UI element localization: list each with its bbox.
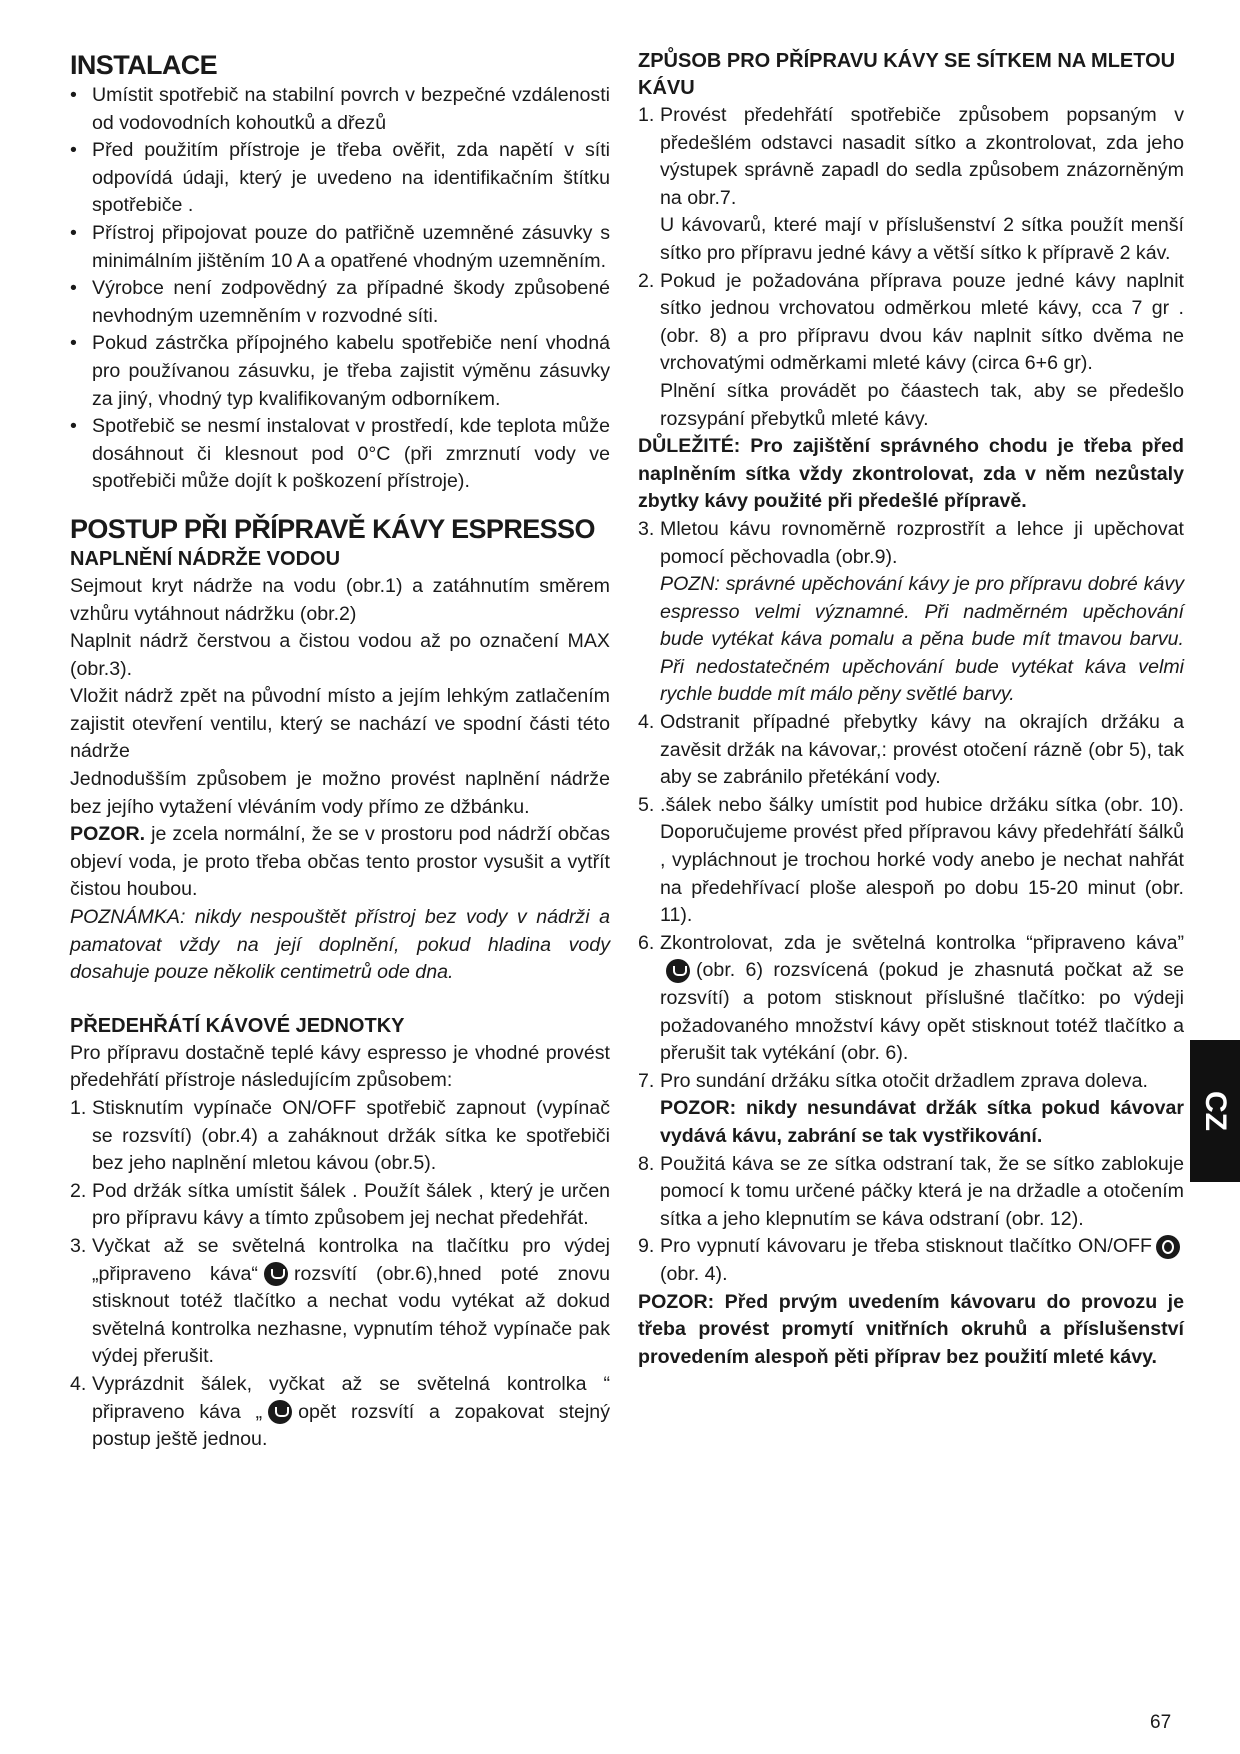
preheat-steps [70,1095,610,1454]
step-text: Vyprázdnit šálek, vyčkat až se světelná kontrolka “ připraveno káva „ [92,1372,610,1423]
step-extra: Plnění sítka provádět po čáastech tak, aby se předešlo rozsypání přebytků mleté kávy. [660,379,1184,430]
list-item [70,1233,610,1371]
list-item [70,82,610,137]
step-number: 6. [638,931,655,954]
language-tab [1190,1040,1240,1182]
list-item [70,330,610,413]
power-icon [1156,1235,1180,1259]
step-number: 5. [638,793,655,816]
bullet: • [70,139,77,162]
list-item [638,930,1184,1068]
step-number: 4. [70,1372,87,1395]
list-item [638,1151,1184,1234]
fill-paragraph-4: Jednodušším způsobem je možno provést naplnění nádrže bez jejího vytažení vléváním vody přímo ze džbánku. [70,768,610,818]
bullet: • [70,84,77,106]
fill-paragraph-3: Vložit nádrž zpět na původní místo a jejím lehkým zatlačením zajistit otevření ventilu, který se nachází ve spodní části této nádrže [70,685,610,763]
step-note: POZN: správné upěchování kávy je pro přípravu dobré kávy espresso velmi významné. Při nadměrném upěchování bude vytékat káva pomalu a pěna bude mít tmavou barvu. Při nedostatečném upěchování bude vytékat káva velmi rychle budde mít málo pěny světlé barvy. [660,573,1184,706]
coffee-cup-icon [264,1262,288,1286]
step-text: Pro sundání držáku sítka otočit držadlem zprava doleva. [660,1069,1148,1092]
step-text: Pod držák sítka umístit šálek . Použít šálek , který je určen pro přípravu kávy a tímto způsobem jej nechat předehřát. [92,1179,610,1230]
step-text: Vyčkat až se světelná kontrolka na tlačítku pro výdej „připraveno káva“ [92,1234,610,1285]
important-note: DŮLEŽITÉ: Pro zajištění správného chodu je třeba před naplněním sítka vždy zkontrolovat, zda v něm nezůstaly zbytky kávy použité při předešlé přípravě. [638,435,1184,513]
step-text: Pokud je požadována příprava pouze jedné kávy naplnit sítko jednou vrchovatou odměrkou mleté kávy, cca 7 gr . (obr. 8) a pro přípravu dvou káv naplnit sítko dvěma ne vrchovatými odměrkami mleté kávy (circa 6+6 gr). [660,269,1184,375]
step-number: 3. [70,1234,87,1257]
fill-title: NAPLNĚNÍ NÁDRŽE VODOU [70,547,341,570]
coffee-cup-icon [268,1400,292,1424]
left-column [70,48,610,1454]
list-item [638,1233,1184,1288]
step-number: 7. [638,1069,655,1092]
fill-note: POZNÁMKA: nikdy nespouštět přístroj bez vody v nádrži a pamatovat vždy na její doplnění, pokud hladina vody dosahuje pouze několik centimetrů ode dna. [70,906,610,984]
right-column [638,48,1184,1371]
step-text: Zkontrolovat, zda je světelná kontrolka “připraveno káva” [660,931,1184,954]
bullet: • [70,415,77,438]
list-item-text: Přístroj připojovat pouze do patřičně uzemněné zásuvky s minimálním jištěním 10 A a opatřené vhodným uzemněním. [92,221,610,272]
list-item [638,1068,1184,1151]
list-item-text: Pokud zástrčka přípojného kabelu spotřebiče není vhodná pro používanou zásuvku, je třeba zajistit výměnu zásuvky za jiný, vhodný typ kvalifikovaným odborníkem. [92,332,610,410]
fill-paragraph-1: Sejmout kryt nádrže na vodu (obr.1) a zatáhnutím směrem vzhůru vytáhnout nádržku (obr.2) [70,574,610,625]
list-item-text: Spotřebič se nesmí instalovat v prostředí, kde teplota může dosáhnout či klesnout pod 0°C (při zmrznutí vody ve spotřebiči může dojít k poškození přístroje). [92,415,610,493]
step-number: 8. [638,1152,655,1175]
step-text: (obr. 4). [660,1262,728,1285]
step-text: Pro vypnutí kávovaru je třeba stisknout tlačítko ON/OFF [660,1235,1152,1258]
list-item-text: Před použitím přístroje je třeba ověřit, zda napětí v síti odpovídá údaji, který je uvedeno na identifikačním štítku spotřebiče . [92,139,610,217]
step-text: .šálek nebo šálky umístit pod hubice držáku sítka (obr. 10). Doporučujeme provést před přípravou kávy předehřátí šálků , vypláchnout je trochou horké vody anebo je nechat nahřát na předehřívací ploše alespoň po dobu 15-20 minut (obr. 11). [660,793,1184,927]
list-item [70,413,610,496]
installation-title: INSTALACE [70,50,218,80]
step-number: 1. [70,1097,87,1119]
list-item [638,102,1184,268]
espresso-title: POSTUP PŘI PŘÍPRAVĚ KÁVY ESPRESSO [70,513,595,544]
list-item [638,709,1184,792]
bullet: • [70,277,77,300]
step-text: opět rozsvítí a zopakovat stejný postup ještě jednou. [92,1400,610,1451]
list-item [70,137,610,220]
page-number: 67 [1150,1712,1172,1733]
fill-warning [70,821,610,904]
coffee-cup-icon [666,959,690,983]
filter-title: ZPŮSOB PRO PŘÍPRAVU KÁVY SE SÍTKEM NA MLETOU KÁVU [638,50,1176,99]
language-label: CZ [1199,1091,1232,1131]
step-number: 4. [638,711,655,734]
bullet: • [70,332,77,355]
list-item-text: Umístit spotřebič na stabilní povrch v bezpečné vzdálenosti od vodovodních kohoutků a dřezů [92,84,610,134]
step-number: 2. [638,269,655,292]
step-warning: POZOR: nikdy nesundávat držák sítka pokud kávovar vydává kávu, zabrání se tak vystřikování. [660,1097,1184,1147]
step-number: 2. [70,1179,87,1202]
list-item-text: Výrobce není zodpovědný za případné škody způsobené nevhodným uzemněním v rozvodné síti. [92,277,610,327]
warning-label: POZOR. [70,823,146,846]
list-item [70,1095,610,1178]
step-text: Použitá káva se ze sítka odstraní tak, že se sítko zablokuje pomocí k tomu určené páčky která je na držadle a otočením sítka a jeho klepnutím se káva odstraní (obr. 12). [660,1152,1184,1230]
list-item [70,1371,610,1454]
warning-text: je zcela normální, že se v prostoru pod nádrží občas objeví voda, je proto třeba občas tento prostor vysušit a vytřít čistou houbou. [70,823,610,901]
fill-paragraph-2: Naplnit nádrž čerstvou a čistou vodou až po označení MAX (obr.3). [70,630,610,680]
list-item [70,220,610,275]
list-item [70,1178,610,1233]
installation-list [70,82,610,496]
step-text: (obr. 6) rozsvícená (pokud je zhasnutá počkat až se rozsvítí) a potom stisknout příslušné tlačítko: po výdeji požadovaného množství kávy opět stisknout totéž tlačítko a přerušit tak vytékání (obr. 6). [660,959,1184,1065]
list-item [638,792,1184,930]
step-number: 9. [638,1235,655,1258]
preheat-title: PŘEDEHŘÁTÍ KÁVOVÉ JEDNOTKY [70,1014,405,1037]
step-number: 3. [638,517,655,540]
bullet: • [70,221,77,244]
preheat-intro: Pro přípravu dostačně teplé kávy espresso je vhodné provést předehřátí přístroje následujícím způsobem: [70,1041,610,1092]
filter-steps [638,102,1184,433]
step-text: Provést předehřátí spotřebiče způsobem popsaným v předešlém odstavci nasadit sítko a zkontrolovat, zda jeho výstupek správně zapadl do sedla způsobem znázorněným na obr.7. [660,104,1184,209]
list-item [70,275,610,330]
step-text: rozsvítí (obr.6),hned poté znovu stisknout totéž tlačítko a nechat vodu vytékat až dokud světelná kontrolka nezhasne, vypnutím téhož vypínače pak výdej přerušit. [92,1262,611,1368]
step-text: Stisknutím vypínače ON/OFF spotřebič zapnout (vypínač se rozsvítí) (obr.4) a zaháknout držák sítka ke spotřebiči bez jeho naplnění mletou kávou (obr.5). [92,1097,610,1175]
step-number: 1. [638,104,655,126]
final-warning: POZOR: Před prvým uvedením kávovaru do provozu je třeba provést promytí vnitřních okruhů a příslušenství provedením alespoň pěti příprav bez použití mleté kávy. [638,1290,1184,1368]
step-text: Odstranit případné přebytky kávy na okrajích držáku a zavěsit držák na kávovar,: provést otočení rázně (obr 5), tak aby se zabránilo přetékání vody. [660,711,1184,789]
filter-steps-2 [638,516,1184,1289]
step-text: Mletou kávu rovnoměrně rozprostřít a lehce ji upěchovat pomocí pěchovadla (obr.9). [660,517,1184,568]
list-item [638,268,1184,434]
list-item [638,516,1184,709]
step-extra: U kávovarů, které mají v příslušenství 2 sítka použít menší sítko pro přípravu jedné kávy a větší sítko k přípravě 2 káv. [660,214,1184,264]
